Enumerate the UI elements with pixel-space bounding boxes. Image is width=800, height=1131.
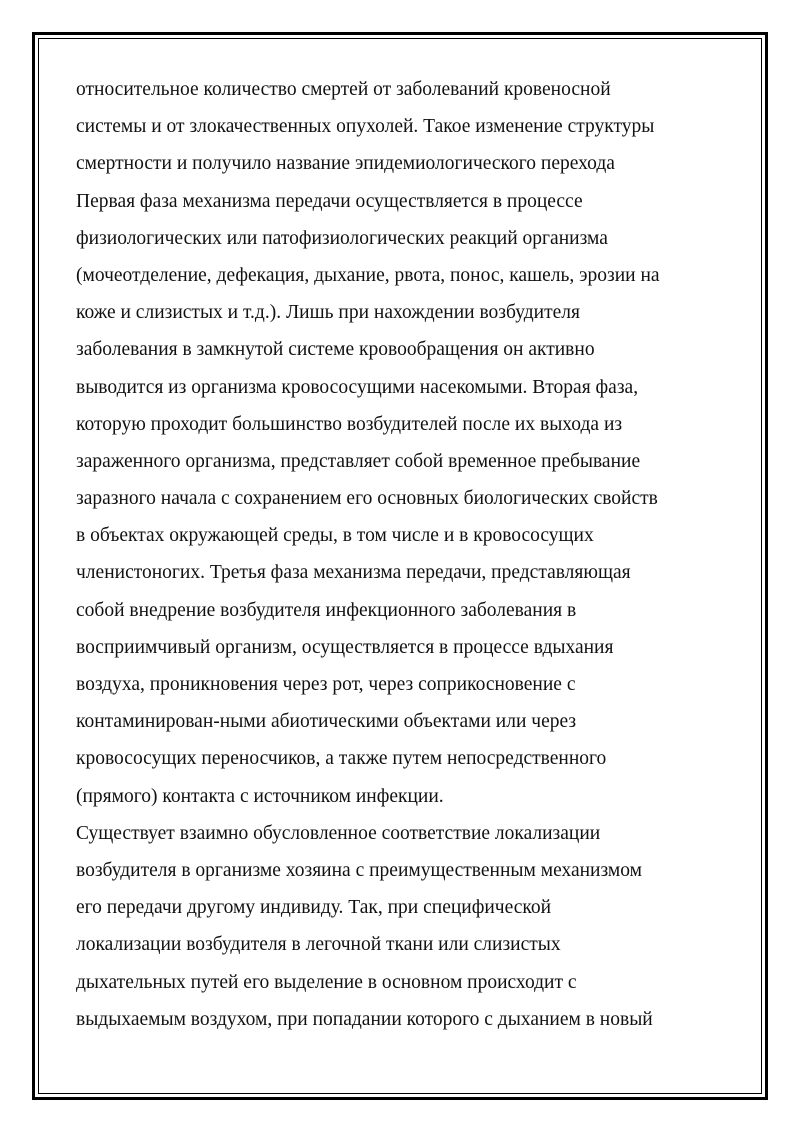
- text-line: выводится из организма кровососущими насекомыми. Вторая фаза,: [76, 376, 639, 398]
- text-line: заразного начала с сохранением его основных биологических свойств: [76, 488, 658, 510]
- text-line: зараженного организма, представляет собой временное пребывание: [76, 450, 641, 472]
- text-line: (прямого) контакта с источником инфекции.: [76, 785, 444, 807]
- text-line: коже и слизистых и т.д.). Лишь при нахождении возбудителя: [76, 302, 580, 324]
- text-line: Первая фаза механизма передачи осуществляется в процессе: [76, 190, 583, 212]
- text-line: Существует взаимно обусловленное соответствие локализации: [76, 822, 601, 844]
- text-line: локализации возбудителя в легочной ткани или слизистых: [76, 934, 561, 956]
- text-line: возбудителя в организме хозяина с преимущественным механизмом: [76, 859, 642, 881]
- text-line: смертности и получило название эпидемиологического перехода: [76, 153, 615, 175]
- text-line: в объектах окружающей среды, в том числе и в кровососущих: [76, 525, 594, 547]
- text-line: выдыхаемым воздухом, при попадании которого с дыханием в новый: [76, 1008, 653, 1030]
- text-line: восприимчивый организм, осуществляется в процессе вдыхания: [76, 636, 614, 658]
- text-line: членистоногих. Третья фаза механизма передачи, представляющая: [76, 562, 631, 584]
- text-line: относительное количество смертей от заболеваний кровеносной: [76, 79, 611, 100]
- document-body: [76, 71, 736, 1038]
- text-line: его передачи другому индивиду. Так, при специфической: [76, 897, 552, 919]
- text-line: которую проходит большинство возбудителей после их выхода из: [76, 413, 623, 435]
- text-line: собой внедрение возбудителя инфекционного заболевания в: [76, 599, 577, 621]
- text-line: (мочеотделение, дефекация, дыхание, рвота, понос, кашель, эрозии на: [76, 264, 660, 286]
- text-line: физиологических или патофизиологических реакций организма: [76, 227, 608, 249]
- text-line: воздуха, проникновения через рот, через соприкосновение с: [76, 674, 576, 695]
- text-line: контаминирован-ными абиотическими объектами или через: [76, 711, 577, 733]
- text-line: системы и от злокачественных опухолей. Такое изменение структуры: [76, 116, 655, 138]
- text-line: кровососущих переносчиков, а также путем непосредственного: [76, 748, 607, 770]
- text-line: заболевания в замкнутой системе кровообращения он активно: [76, 339, 595, 361]
- text-line: дыхательных путей его выделение в основном происходит с: [76, 971, 577, 993]
